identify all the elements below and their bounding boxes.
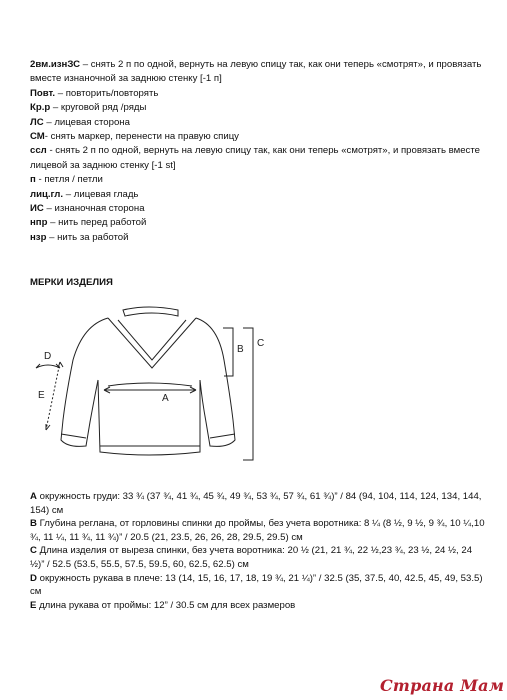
abbr-term: Кр.р <box>30 102 51 114</box>
abbr-term: 2вм.изнЗС <box>30 59 81 70</box>
abbreviations-list <box>30 58 485 245</box>
measurement-key: A <box>30 491 37 502</box>
abbr-item <box>30 202 485 216</box>
abbr-def: – нить за работой <box>46 231 129 243</box>
abbr-def: – повторить/повторять <box>55 87 159 99</box>
left-cuff <box>61 434 86 438</box>
measurement-text: Длина изделия от выреза спинки, без учета воротника: 20 ½ (21, 21 ¾, 22 ½,23 ¾, 23 ½, 24 ½, 24 ½)” / 52.5 (53.5, 55.5, 57.5, 59.5, 60, 62.5, 62.5) см <box>30 545 473 570</box>
abbr-item <box>30 188 485 202</box>
watermark-logo: Страна Мам <box>380 676 505 695</box>
abbr-def: – лицевая сторона <box>43 116 130 128</box>
v-neck-inner <box>118 320 186 360</box>
measure-b-bracket <box>223 328 233 376</box>
measurement-item <box>30 544 485 571</box>
abbr-def: – снять 2 п по одной, вернуть на левую спицу так, как они теперь «смотрят», и провязать вместе изнаночной за заднюю стенку [-1 п] <box>30 59 482 85</box>
abbr-term: нпр <box>30 217 48 229</box>
measurement-text: окружность рукава в плече: 13 (14, 15, 16, 17, 18, 19 ¾, 21 ¼)” / 32.5 (35, 37.5, 40, 42.5, 45, 49, 53.5) см <box>30 572 483 598</box>
abbr-def: – круговой ряд /ряды <box>50 102 147 114</box>
label-e: E <box>38 390 45 401</box>
abbr-term: п <box>30 174 36 186</box>
measurements-list <box>30 490 485 612</box>
abbr-item <box>30 116 485 130</box>
abbr-term: нзр <box>30 231 47 243</box>
label-a: A <box>162 393 169 404</box>
measure-d-arrow <box>36 364 60 368</box>
abbr-item <box>30 216 485 230</box>
label-d: D <box>44 351 52 362</box>
abbr-item <box>30 231 485 245</box>
abbr-item <box>30 101 485 115</box>
abbr-term: СМ <box>30 131 45 143</box>
label-c: C <box>257 338 265 349</box>
chest-ellipse <box>108 383 192 386</box>
measurement-item <box>30 490 485 517</box>
abbr-term: ЛС <box>30 116 44 128</box>
measurement-key: B <box>30 518 37 530</box>
abbr-item <box>30 173 485 187</box>
right-sleeve <box>196 318 235 446</box>
body-outline <box>98 380 200 455</box>
left-sleeve <box>61 318 108 446</box>
abbr-item <box>30 130 485 144</box>
measurement-text: Глубина реглана, от горловины спинки до проймы, без учета воротника: 8 ¼ (8 ½, 9 ½, 9 ¾, 10 ¼,10 ¾, 11 ¼, 11 ¾, 11 ¾)” / 20.5 (21, 23.5, 26, 26, 28, 29.5, 29.5) см <box>30 518 485 543</box>
measurement-item <box>30 572 485 599</box>
section-title: МЕРКИ ИЗДЕЛИЯ <box>30 277 113 288</box>
abbr-def: - снять маркер, перенести на правую спицу <box>44 131 239 143</box>
measure-e-line <box>46 362 60 430</box>
abbr-term: ссл <box>30 145 47 157</box>
measurement-key: C <box>30 545 37 557</box>
measurement-text: окружность груди: 33 ¾ (37 ¾, 41 ¾, 45 ¾, 49 ¾, 53 ¾, 57 ¾, 61 ¾)” / 84 (94, 104, 114, 124, 134, 144, 154) см <box>30 491 482 516</box>
label-b: B <box>237 344 244 355</box>
measure-c-bracket <box>243 328 253 460</box>
abbr-def: - снять 2 п по одной, вернуть на левую спицу так, как они теперь «смотрят», и провязать вместе лицевой за заднюю стенку [-1 st] <box>30 145 480 171</box>
measurement-item <box>30 599 485 613</box>
abbr-term: лиц.гл. <box>30 188 64 200</box>
abbr-def: – нить перед работой <box>47 217 147 229</box>
abbr-item <box>30 87 485 101</box>
measurement-item <box>30 517 485 544</box>
measurement-key: D <box>30 572 37 584</box>
measurement-key: E <box>30 599 37 611</box>
right-cuff <box>210 434 235 438</box>
abbr-term: ИС <box>30 203 44 215</box>
abbr-def: – лицевая гладь <box>63 188 139 200</box>
abbr-def: - петля / петли <box>35 174 103 186</box>
abbr-item <box>30 58 485 87</box>
abbr-term: Повт. <box>30 87 56 99</box>
measurement-text: длина рукава от проймы: 12” / 30.5 см для всех размеров <box>36 599 296 611</box>
sweater-schematic <box>28 300 278 475</box>
abbr-def: – изнаночная сторона <box>43 203 145 215</box>
abbr-item <box>30 144 485 173</box>
collar <box>123 307 178 316</box>
